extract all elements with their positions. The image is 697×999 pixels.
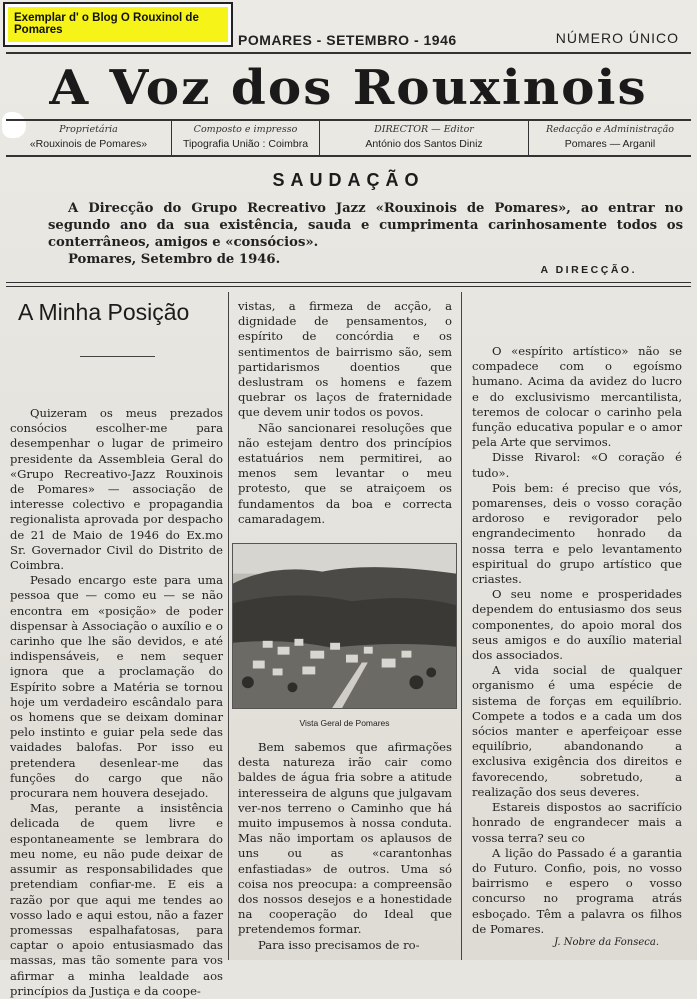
paragraph: Estareis dispostos ao sacrifício honrado de engrandecer mais a vossa terra? seu co	[472, 800, 682, 845]
divider	[6, 52, 691, 54]
column-rule	[461, 292, 462, 960]
paragraph: Não sancionarei resoluções que não estejam dentro dos princípios estatuários nem permitirei, ao menos sem levantar o meu protesto, que se atraiçoem os fundamentos da boa e correcta camaradagem.	[238, 420, 452, 526]
paragraph: Mas, perante a insistência delicada de quem livre e espontaneamente se lembrara do meu nome, eu não pude deixar de assumir as responsabilidades que pretendiam confiar-me. E eis a razão por que aqui me tendes ao vosso lado e aqui estou, não a fazer promessas espalhafatosas, para captar o apoio entusiasmado das massas, mas tão somente para vos afirmar a minha lealdade aos princípios da Justiça e da coope-	[10, 801, 223, 998]
title-dash	[80, 356, 155, 357]
article-column-1	[10, 406, 223, 999]
info-cell-printer	[172, 121, 320, 155]
column-rule	[228, 292, 229, 960]
article-title: A Minha Posição	[18, 299, 190, 325]
paragraph: Disse Rivarol: «O coração é tudo».	[472, 450, 682, 480]
dateline: POMARES - SETEMBRO - 1946	[238, 32, 457, 48]
edition-label: NÚMERO ÚNICO	[555, 30, 679, 46]
paragraph: O seu nome e prosperidades dependem do entusiasmo dos seus componentes, do apoio moral dos seus amigos e do auxílio material dos associados.	[472, 587, 682, 663]
info-value: «Rouxinois de Pomares»	[29, 138, 148, 150]
divider	[6, 286, 691, 287]
saudacao-text: A Direcção do Grupo Recreativo Jazz «Rouxinois de Pomares», ao entrar no segundo ano da sua existência, sauda e cumprimenta carinhosamente todos os conterrâneos, amigos e «consócios».	[48, 201, 683, 250]
paragraph: O «espírito artístico» não se compadece com o egoísmo humano. Acima da avidez do lucro e do exclusivismo mercantilista, teremos de colocar o carinho pela função educativa popular e o amor pela Arte que servimos.	[472, 344, 682, 450]
info-value: Pomares — Arganil	[564, 138, 656, 150]
paragraph: vistas, a firmeza de acção, a dignidade de pensamentos, o espírito de concórdia e os sentimentos de bairrismo são, sem partidarismos doentios que deslustram os homens e fazem quebrar os laços de fraternidade que devem unir todos os povos.	[238, 299, 452, 420]
paragraph: Quizeram os meus prezados consócios escolher-me para desempenhar o lugar de primeiro presidente da Assembleia Geral do «Grupo Recreativo-Jazz Rouxinois de Pomares» — associação de interesse colectivo e propagandia regionalista aprovada por despacho de 21 de Maio de 1946 do Ex.mo Sr. Governador Civil do Distrito de Coimbra.	[10, 406, 223, 573]
photo-caption: Vista Geral de Pomares	[299, 718, 390, 728]
info-cell-owner	[6, 121, 172, 155]
village-photo-image	[233, 544, 456, 708]
saudacao-place: Pomares, Setembro de 1946.	[68, 252, 281, 267]
info-bar	[6, 119, 691, 157]
village-photo	[232, 543, 457, 709]
info-value: António dos Santos Diniz	[365, 138, 483, 150]
paragraph: Para isso precisamos de ro-	[258, 937, 420, 952]
masthead-title: A Voz dos Rouxinois	[49, 59, 648, 116]
author-signature: J. Nobre da Fonseca.	[554, 937, 659, 948]
info-head: Composto e impresso	[193, 124, 298, 135]
paragraph: Pois bem: é preciso que vós, pomarenses, deis o vosso coração ardoroso e revigorador pelo engrandecimento honrado da nossa terra e pelo levantamento espiritual do grupo artístico que criastes.	[472, 480, 682, 587]
blog-tag-label: Exemplar d' o Blog O Rouxinol de Pomares	[8, 7, 228, 42]
saudacao-signature: A DIRECÇÃO.	[540, 264, 637, 276]
paragraph: Pesado encargo este para uma pessoa que — como eu — se não encontra em «posição» de poder dispensar à Associação o auxílio e o carinho que lhe são devidos, e até indispensáveis, e nem sequer ignora que a proclamação do Espírito sobre a Matéria se tornou hoje um verdadeiro escândalo para os homens que se deixam dominar pelo instinto e guiar pela sede das vaidades balofas. Por isso eu pretendera desenlear-me das funções do cargo que não procurara nem houvera desejado.	[10, 573, 223, 801]
info-head: Proprietária	[59, 124, 118, 135]
paragraph: A vida social de qualquer organismo é uma espécie de sistema de forças em equilíbrio. Compete a todos e a cada um dos sócios manter e aperfeiçoar esse equilíbrio, abandonando a exclusiva exigência dos direitos e favorecendo, sobretudo, a realização dos seus deveres.	[472, 663, 682, 799]
info-value: Tipografia União : Coimbra	[182, 138, 309, 150]
paragraph: Bem sabemos que afirmações desta natureza irão cair como baldes de água fria sobre a atitude interesseira de alguns que julgavam ver-nos terreno o Caminho que há muito impusemos à nossa conduta. Mas não importam os aplausos de uns ou as «carantonhas enfastiadas» de outros. Uma só coisa nos preocupa: a compreensão dos nossos desejos e a honestidade na cooperação do Ideal que pretendemos formar.	[238, 740, 452, 937]
divider	[6, 282, 691, 283]
info-head: Redacção e Administração	[546, 124, 674, 135]
paragraph: A lição do Passado é a garantia do Futuro. Confio, pois, no vosso bairrismo e espero o vosso concurso no programa atrás esboçado. Têm a palavra os filhos de Pomares.	[472, 845, 682, 936]
saudacao-body	[48, 200, 683, 251]
blog-tag	[3, 2, 233, 47]
info-cell-admin	[529, 121, 691, 155]
saudacao-title: SAUDAÇÃO	[272, 170, 425, 190]
info-cell-director	[320, 121, 529, 155]
article-column-2-top	[238, 299, 452, 527]
article-column-2-bottom	[238, 740, 452, 953]
info-head: DIRECTOR — Editor	[374, 124, 474, 135]
article-column-3	[472, 344, 682, 937]
